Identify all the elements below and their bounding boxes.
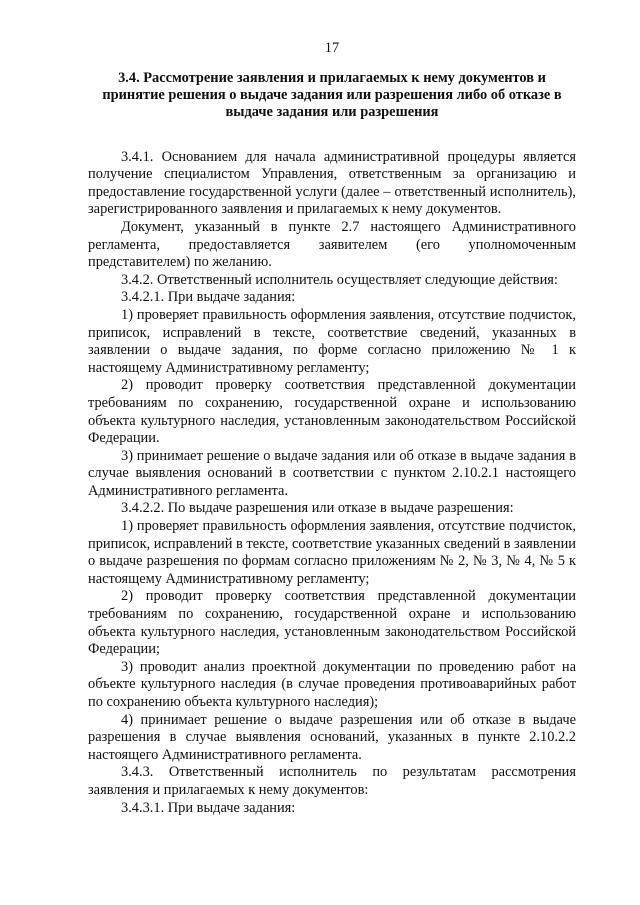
list-item-permit-2: 2) проводит проверку соответствия представленной документации требованиям по сохранению, государственной охране и использованию объекта культурного наследия, установленным законодательством Российской Федерации; [88, 588, 576, 658]
page-number: 17 [324, 40, 340, 56]
paragraph-document-note: Документ, указанный в пункте 2.7 настоящего Административного регламента, предоставляется заявителем (его уполномоченным представителем) по желанию. [88, 218, 576, 271]
list-item-permit-4: 4) принимает решение о выдаче разрешения или об отказе в выдаче разрешения в случае выявления оснований, указанных в пункте 2.10.2.2 настоящего Административного регламента. [88, 711, 576, 763]
paragraph-3-4-3: 3.4.3. Ответственный исполнитель по результатам рассмотрения заявления и прилагаемых к нему документов: [88, 764, 576, 798]
section-title: 3.4. Рассмотрение заявления и прилагаемых к нему документов и принятие решения о выдаче задания или разрешения либо об отказе в выдаче задания или разрешения [102, 70, 562, 121]
document-page [88, 40, 576, 817]
list-item-permit-3: 3) проводит анализ проектной документации по проведению работ на объекте культурного наследия (в случае проведения противоаварийных работ по сохранению объекта культурного наследия); [88, 658, 576, 711]
paragraph-3-4-3-1: 3.4.3.1. При выдаче задания: [121, 799, 296, 816]
list-item-task-2: 2) проводит проверку соответствия представленной документации требованиям по сохранению, государственной охране и использованию объекта культурного наследия, установленным законодательством Российской Федерации. [88, 377, 576, 447]
list-item-task-1: 1) проверяет правильность оформления заявления, отсутствие подчисток, приписок, исправлений в тексте, соответствие сведений, указанных в заявлении о выдаче задания, по форме согласно приложению № 1 к настоящему Административному регламенту; [88, 306, 576, 376]
paragraph-3-4-2-1: 3.4.2.1. При выдаче задания: [121, 289, 296, 306]
paragraph-3-4-2-2: 3.4.2.2. По выдаче разрешения или отказе в выдаче разрешения: [121, 500, 514, 517]
paragraph-3-4-1: 3.4.1. Основанием для начала административной процедуры является получение специалистом Управления, ответственным за организацию и предоставление государственной услуги (далее – ответственный исполнитель), зарегистрированного заявления и прилагаемых к нему документов. [88, 148, 576, 218]
paragraph-3-4-2: 3.4.2. Ответственный исполнитель осуществляет следующие действия: [121, 271, 558, 288]
list-item-permit-1: 1) проверяет правильность оформления заявления, отсутствие подчисток, приписок, исправлений в тексте, соответствие указанных сведений в заявлении о выдаче разрешения по формам согласно приложениям № 2, № 3, № 4, № 5 к настоящему Административному регламенту; [88, 518, 576, 587]
list-item-task-3: 3) принимает решение о выдаче задания или об отказе в выдаче задания в случае выявления оснований в соответствии с пунктом 2.10.2.1 настоящего Административного регламента. [88, 447, 576, 499]
